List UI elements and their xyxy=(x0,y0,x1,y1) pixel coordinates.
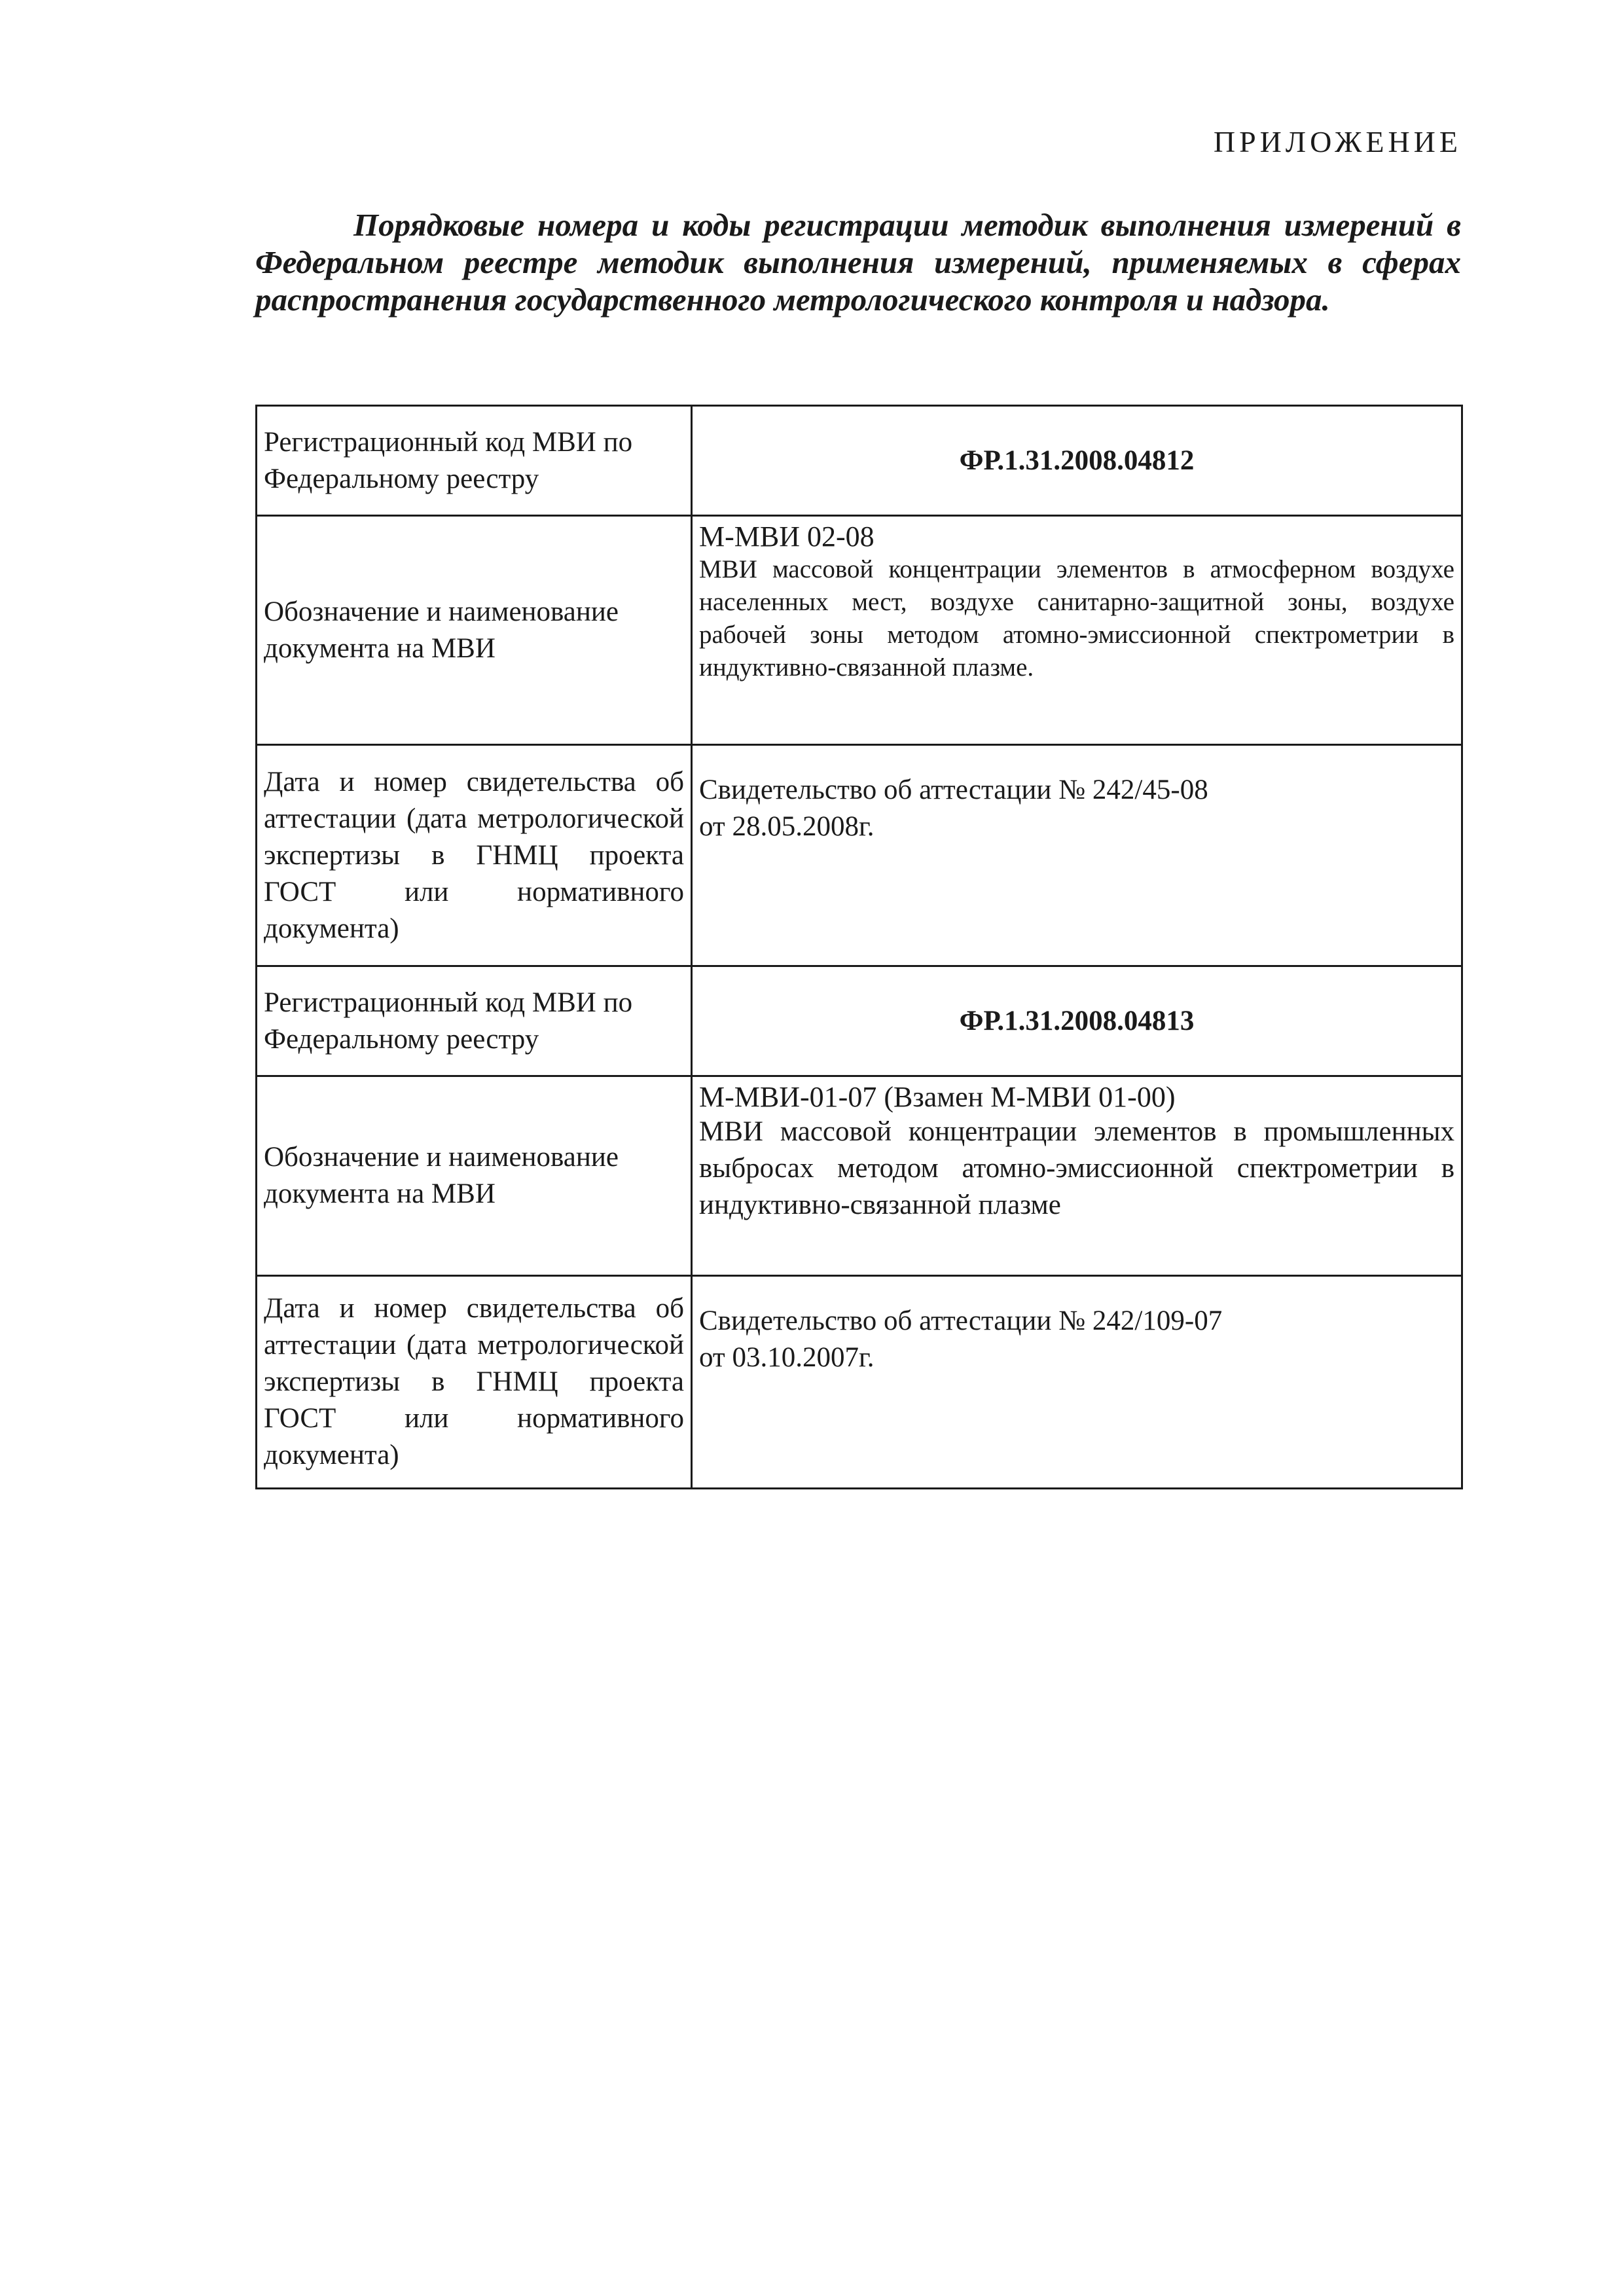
doc-name-value xyxy=(692,1076,1462,1276)
table-row xyxy=(257,745,1462,966)
doc-code: М-МВИ 02-08 xyxy=(699,520,875,553)
cert-number: Свидетельство об аттестации № 242/109-07 xyxy=(699,1305,1223,1336)
doc-name-label: Обозначение и наименование документа на МВИ xyxy=(257,1076,692,1276)
cert-number: Свидетельство об аттестации № 242/45-08 xyxy=(699,774,1208,805)
doc-name-value xyxy=(692,516,1462,745)
reg-code-label: Регистрационный код МВИ по Федеральному реестру xyxy=(257,406,692,516)
doc-name-label: Обозначение и наименование документа на МВИ xyxy=(257,516,692,745)
cert-label: Дата и номер свидетельства об аттестации (дата метрологической экспертизы в ГНМЦ проекта ГОСТ или нормативного документа) xyxy=(257,745,692,966)
table-row xyxy=(257,1276,1462,1489)
cert-date: от 28.05.2008г. xyxy=(699,811,875,842)
doc-title: МВИ массовой концентрации элементов в атмосферном воздухе населенных мест, воздухе санитарно-защитной зоны, воздухе рабочей зоны методом атомно-эмиссионной спектрометрии в индуктивно-связанной плазме. xyxy=(699,555,1454,682)
registration-table xyxy=(255,405,1463,1489)
cert-value xyxy=(692,1276,1462,1489)
appendix-heading: ПРИЛОЖЕНИЕ xyxy=(1213,125,1462,158)
reg-code-label: Регистрационный код МВИ по Федеральному реестру xyxy=(257,966,692,1076)
cert-label: Дата и номер свидетельства об аттестации (дата метрологической экспертизы в ГНМЦ проекта ГОСТ или нормативного документа) xyxy=(257,1276,692,1489)
reg-code-value: ФР.1.31.2008.04812 xyxy=(692,406,1462,516)
table-row xyxy=(257,1076,1462,1276)
table-caption: Порядковые номера и коды регистрации методик выполнения измерений в Федеральном реестре методик выполнения измерений, применяемых в сферах распространения государственного метрологического контроля и надзора. xyxy=(255,207,1461,318)
cert-date: от 03.10.2007г. xyxy=(699,1342,875,1373)
doc-title: МВИ массовой концентрации элементов в промышленных выбросах методом атомно-эмиссионной спектрометрии в индуктивно-связанной плазме xyxy=(699,1116,1454,1220)
reg-code-value: ФР.1.31.2008.04813 xyxy=(692,966,1462,1076)
doc-code: М-МВИ-01-07 (Взамен М-МВИ 01-00) xyxy=(699,1081,1176,1113)
table-row xyxy=(257,406,1462,516)
table-row xyxy=(257,966,1462,1076)
table-row xyxy=(257,516,1462,745)
cert-value xyxy=(692,745,1462,966)
